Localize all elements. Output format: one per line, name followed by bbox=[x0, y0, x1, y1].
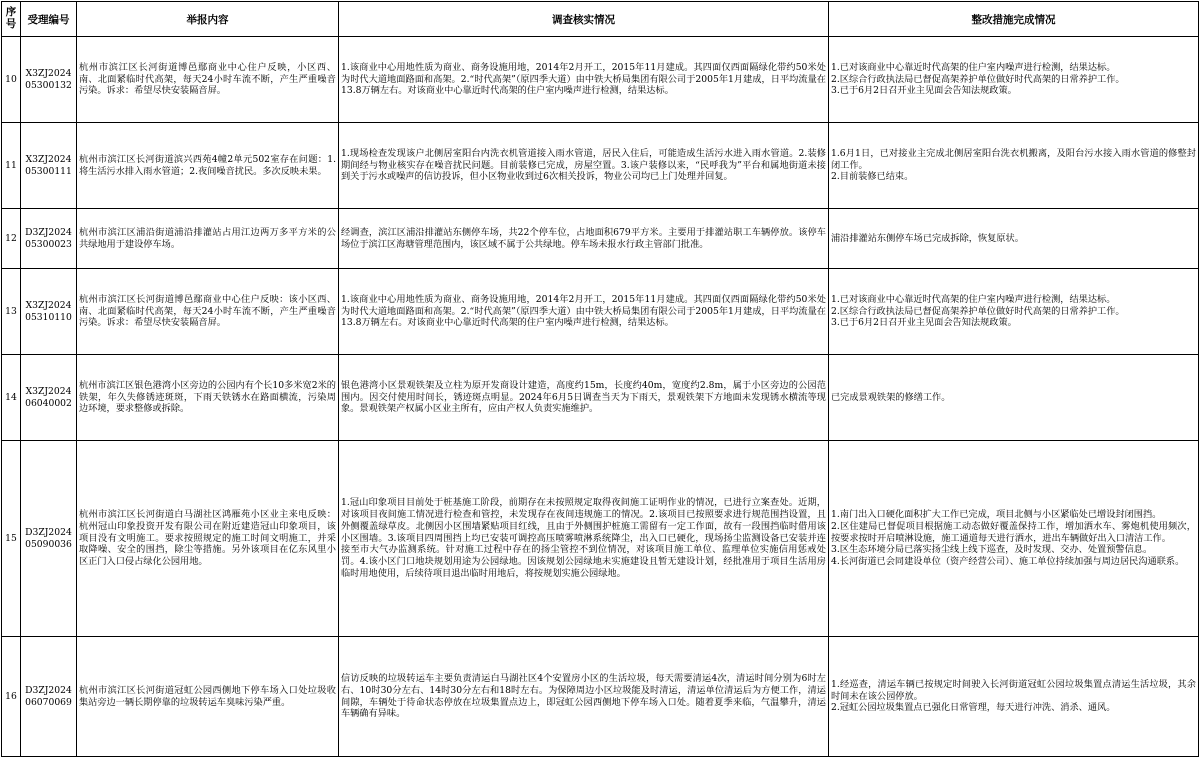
row-rectification: 已完成景观铁架的修缮工作。 bbox=[829, 355, 1199, 441]
report-table bbox=[1, 1, 1199, 757]
row-content: 杭州市滨江区长河街道博邑鄢商业中心住户反映：该小区西、南、北面紧临时代高架，每天24小时车流不断，产生严重噪音污染。诉求：希望尽快安装隔音屏。 bbox=[77, 269, 339, 355]
table-row bbox=[2, 441, 1199, 637]
header-row bbox=[2, 2, 1199, 37]
header-investigation: 调查核实情况 bbox=[339, 2, 829, 37]
row-investigation: 1.现场检查发现该户北侧居室阳台内洗衣机管道接入雨水管道，居民入住后，可能造成生活污水进入雨水管道。2.装修期间经与物业核实存在噪音扰民问题。目前装修已完成，房屋空置。3.该户装修以来，“民呼我为”平台和属地街道未接到关于污水或噪声的信访投诉，但小区物业收到过6次相关投诉，物业公司均已上门处理并回复。 bbox=[339, 123, 829, 209]
row-seq: 16 bbox=[2, 637, 21, 757]
table-row bbox=[2, 123, 1199, 209]
row-content: 杭州市滨江区长河街道冠虹公园西侧地下停车场入口处垃圾收集站旁边一辆长期停靠的垃圾转运车臭味污染严重。 bbox=[77, 637, 339, 757]
row-rectification: 1.经巡查，清运车辆已按规定时间驶入长河街道冠虹公园垃圾集置点清运生活垃圾，其余时间未在该公园停放。 2.冠虹公园垃圾集置点已强化日常管理，每天进行冲洗、消杀、通风。 bbox=[829, 637, 1199, 757]
row-investigation: 1.该商业中心用地性质为商业、商务设施用地，2014年2月开工，2015年11月建成。其四面仅西面隔绿化带约50米处为时代大道地面路面和高架。2.“时代高架”（原四季大道）由中铁大桥局集团有限公司于2005年1月建成，日平均流量在13.8万辆左右。对该商业中心靠近时代高架的住户室内噪声进行检测，结果达标。 bbox=[339, 269, 829, 355]
row-seq: 15 bbox=[2, 441, 21, 637]
row-content: 杭州市滨江区长河街道滨兴西苑4幢2单元502室存在问题：1.将生活污水排入雨水管道；2.夜间噪音扰民。多次反映未果。 bbox=[77, 123, 339, 209]
row-id: X3ZJ202405300132 bbox=[21, 37, 77, 123]
header-content: 举报内容 bbox=[77, 2, 339, 37]
header-id: 受理编号 bbox=[21, 2, 77, 37]
row-seq: 12 bbox=[2, 209, 21, 269]
table-row bbox=[2, 637, 1199, 757]
row-investigation: 信访反映的垃圾转运车主要负责清运白马湖社区4个安置房小区的生活垃圾，每天需要清运4次，清运时间分别为6时左右、10时30分左右、14时30分左右和18时左右。为保障周边小区垃圾能及时清运，清运单位清运后为方便工作，清运间隙，车辆处于待命状态停放在垃圾集置点边上，即冠虹公园西侧地下停车场入口处。随着夏季来临，气温攀升，清运车辆确有异味。 bbox=[339, 637, 829, 757]
table-row bbox=[2, 37, 1199, 123]
row-id: X3ZJ202406040002 bbox=[21, 355, 77, 441]
row-content: 杭州市滨江区银色港湾小区旁边的公园内有个长10多米宽2米的铁架，年久失修锈迹斑斑，下雨天铁锈水在路面横流，污染周边环境，要求整修或拆除。 bbox=[77, 355, 339, 441]
row-content: 杭州市滨江区长河街道博邑鄢商业中心住户反映，小区西、南、北面紧临时代高架，每天24小时车流不断，产生严重噪音污染。诉求：希望尽快安装隔音屏。 bbox=[77, 37, 339, 123]
header-rectification: 整改措施完成情况 bbox=[829, 2, 1199, 37]
table-body bbox=[2, 37, 1199, 757]
row-seq: 13 bbox=[2, 269, 21, 355]
row-investigation: 经调查，滨江区浦沿排灌站东侧停车场，共22个停车位，占地面积679平方米。主要用于排灌站职工车辆停放。该停车场位于滨江区海塘管理范围内，该区域不属于公共绿地。停车场未报水行政主管部门批准。 bbox=[339, 209, 829, 269]
row-investigation: 1.该商业中心用地性质为商业、商务设施用地，2014年2月开工，2015年11月建成。其四面仅西面隔绿化带约50米处为时代大道地面路面和高架。2.“时代高架”（原四季大道）由中铁大桥局集团有限公司于2005年1月建成，日平均流量在13.8万辆左右。对该商业中心靠近时代高架的住户室内噪声进行检测，结果达标。 bbox=[339, 37, 829, 123]
row-seq: 11 bbox=[2, 123, 21, 209]
row-content: 杭州市滨江区浦沿街道浦沿排灌站占用江边两万多平方米的公共绿地用于建设停车场。 bbox=[77, 209, 339, 269]
row-rectification: 1.南门出入口硬化面积扩大工作已完成，项目北侧与小区紧临处已增设封闭围挡。 2.区住建局已督促项目根据施工动态做好覆盖保持工作，增加洒水车、雾炮机使用频次，按要求按时开启喷淋设施，施工通道每天进行洒水，进出车辆做好出入口清洁工作。 3.区生态环境分局已落实扬尘线上线下巡查，及时发现、交办、处置预警信息。 4.长河街道已会同建设单位（资产经营公司）、施工单位持续加强与周边居民沟通联系。 bbox=[829, 441, 1199, 637]
row-investigation: 1.冠山印象项目目前处于桩基施工阶段，前期存在未按照规定取得夜间施工证明作业的情况，已进行立案查处。近期，对该项目夜间施工情况进行检查和管控，未发现存在夜间违规施工的情况。2.该项目已按照要求进行规范围挡设置，且外侧覆盖绿草皮。北侧因小区围墙紧贴项目红线，且由于外侧围护桩施工需留有一定工作面，故有一段围挡临时借用该小区围墙。3.该项目四周围挡上均已安装可调控高压喷雾喷淋系统降尘，出入口已硬化，现场扬尘监测设备已安装并连接至市大气办监测系统。针对施工过程中存在的扬尘管控不到位情况，对该项目施工单位、监理单位实施信用惩戒处罚。4.该小区门口地块规划用途为公园绿地。因该规划公园绿地未实施建设且暂无建设计划，经批准用于项目生活用房临时用地使用，后续待项目退出临时用地后，将按规划实施公园绿地。 bbox=[339, 441, 829, 637]
row-seq: 10 bbox=[2, 37, 21, 123]
table-row bbox=[2, 269, 1199, 355]
row-rectification: 1.已对该商业中心靠近时代高架的住户室内噪声进行检测，结果达标。 2.区综合行政执法局已督促高架养护单位做好时代高架的日常养护工作。 3.已于6月2日召开业主见面会告知法规政策。 bbox=[829, 269, 1199, 355]
row-id: X3ZJ202405310110 bbox=[21, 269, 77, 355]
row-id: D3ZJ202405300023 bbox=[21, 209, 77, 269]
row-rectification: 1.6月1日，已对接业主完成北侧居室阳台洗衣机搬离，及阳台污水接入雨水管道的修整封闭工作。 2.目前装修已结束。 bbox=[829, 123, 1199, 209]
row-id: D3ZJ202405090036 bbox=[21, 441, 77, 637]
row-rectification: 1.已对该商业中心靠近时代高架的住户室内噪声进行检测，结果达标。 2.区综合行政执法局已督促高架养护单位做好时代高架的日常养护工作。 3.已于6月2日召开业主见面会告知法规政策。 bbox=[829, 37, 1199, 123]
table-row bbox=[2, 209, 1199, 269]
row-rectification: 浦沿排灌站东侧停车场已完成拆除，恢复原状。 bbox=[829, 209, 1199, 269]
row-content: 杭州市滨江区长河街道白马湖社区鸿雁苑小区业主来电反映：杭州冠山印象投资开发有限公司在附近建造冠山印象项目，该项目没有文明施工。要求按照规定的施工时间文明施工，并采取降噪、安全的围挡，除尘等措施。另外该项目在亿东风里小区正门入口侵占绿化公园用地。 bbox=[77, 441, 339, 637]
row-id: X3ZJ202405300111 bbox=[21, 123, 77, 209]
table-row bbox=[2, 355, 1199, 441]
row-id: D3ZJ202406070069 bbox=[21, 637, 77, 757]
row-seq: 14 bbox=[2, 355, 21, 441]
header-seq: 序号 bbox=[2, 2, 21, 37]
row-investigation: 银色港湾小区景观铁架及立柱为原开发商设计建造，高度约15m，长度约40m，宽度约2.8m，属于小区旁边的公园范围内。因交付使用时间长，锈迹斑点明显。2024年6月5日调查当天为下雨天，景观铁架下方地面未发现锈水横流等现象。景观铁架产权属小区业主所有，应由产权人负责实施维护。 bbox=[339, 355, 829, 441]
